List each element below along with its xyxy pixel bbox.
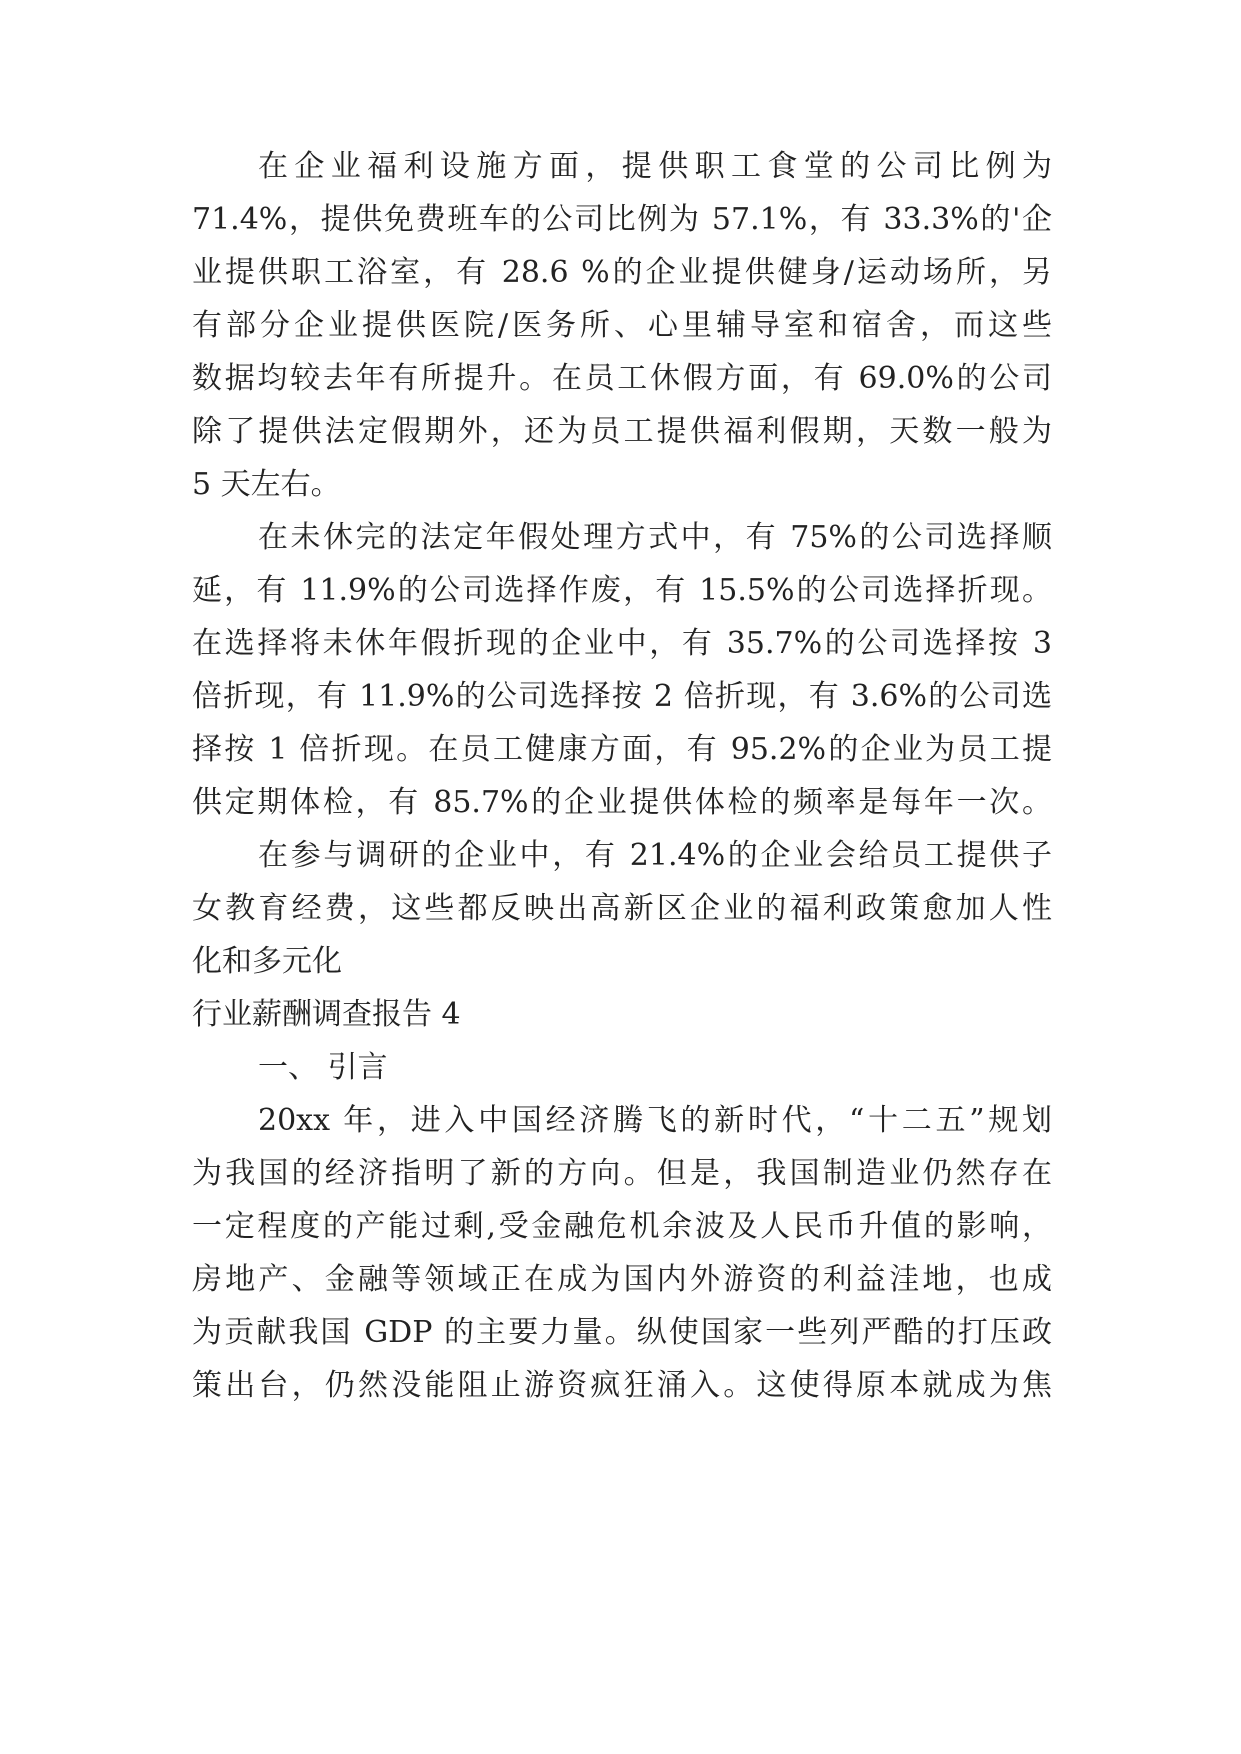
text-line: 业提供职工浴室，有 28.6 %的企业提供健身/运动场所，另 [192,255,1052,290]
text-line: 除了提供法定假期外，还为员工提供福利假期，天数一般为 [192,414,1052,449]
text-line: 房地产、金融等领域正在成为国内外游资的利益洼地，也成 [192,1262,1052,1297]
text-line: 化和多元化 [192,944,342,979]
text-line: 在选择将未休年假折现的企业中，有 35.7%的公司选择按 3 [192,626,1052,661]
text-line: 延，有 11.9%的公司选择作废，有 15.5%的公司选择折现。 [192,573,1052,608]
text-line: 20xx 年，进入中国经济腾飞的新时代，“十二五”规划 [258,1103,1052,1138]
text-line: 策出台，仍然没能阻止游资疯狂涌入。这使得原本就成为焦 [192,1368,1052,1403]
text-line: 一定程度的产能过剩,受金融危机余波及人民币升值的影响， [192,1209,1052,1244]
text-line: 在参与调研的企业中，有 21.4%的企业会给员工提供子 [258,838,1052,873]
text-line: 数据均较去年有所提升。在员工休假方面，有 69.0%的公司 [192,361,1052,396]
text-line: 有部分企业提供医院/医务所、心里辅导室和宿舍，而这些 [192,308,1052,343]
text-line: 供定期体检，有 85.7%的企业提供体检的频率是每年一次。 [192,785,1052,820]
text-line: 择按 1 倍折现。在员工健康方面，有 95.2%的企业为员工提 [192,732,1052,767]
text-line: 为贡献我国 GDP 的主要力量。纵使国家一些列严酷的打压政 [192,1315,1052,1350]
text-line: 倍折现，有 11.9%的公司选择按 2 倍折现，有 3.6%的公司选 [192,679,1052,714]
text-line: 为我国的经济指明了新的方向。但是，我国制造业仍然存在 [192,1156,1052,1191]
text-line: 在企业福利设施方面，提供职工食堂的公司比例为 [258,149,1052,184]
text-line: 女教育经费，这些都反映出高新区企业的福利政策愈加人性 [192,891,1052,926]
text-line: 5 天左右。 [192,467,341,502]
text-line: 在未休完的法定年假处理方式中，有 75%的公司选择顺 [258,520,1052,555]
section-title: 行业薪酬调查报告 4 [192,997,461,1032]
text-line: 71.4%，提供免费班车的公司比例为 57.1%，有 33.3%的'企 [192,202,1052,237]
subsection-heading: 一、 引言 [258,1050,388,1085]
